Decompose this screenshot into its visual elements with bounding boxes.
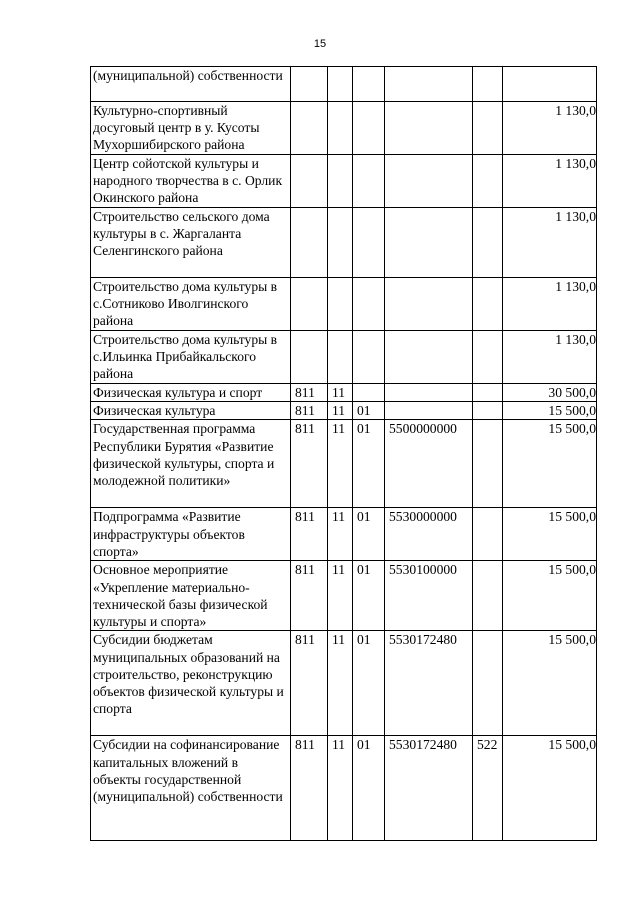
row-csr: 5530172480 [385, 736, 473, 841]
row-vr [473, 631, 503, 736]
row-csr [385, 402, 473, 420]
row-ved [291, 278, 328, 331]
row-sum: 15 500,0 [503, 736, 597, 841]
row-rz [328, 67, 353, 102]
row-vr [473, 208, 503, 278]
row-name: Подпрограмма «Развитие инфраструктуры объектов спорта» [91, 508, 291, 561]
row-vr [473, 384, 503, 402]
row-rz: 11 [328, 561, 353, 631]
row-csr [385, 102, 473, 155]
row-pr: 01 [353, 420, 385, 508]
row-vr [473, 508, 503, 561]
row-ved: 811 [291, 508, 328, 561]
row-pr [353, 67, 385, 102]
table-row [91, 420, 597, 508]
row-name: Основное мероприятие «Укрепление материально-технической базы физической культуры и спорта» [91, 561, 291, 631]
table-row [91, 102, 597, 155]
row-rz [328, 155, 353, 208]
row-name: Государственная программа Республики Бурятия «Развитие физической культуры, спорта и молодежной политики» [91, 420, 291, 508]
row-vr [473, 102, 503, 155]
row-name: Субсидии на софинансирование капитальных вложений в объекты государственной (муниципальной) собственности [91, 736, 291, 841]
row-sum: 1 130,0 [503, 331, 597, 384]
row-name: Субсидии бюджетам муниципальных образований на строительство, реконструкцию объектов физической культуры и спорта [91, 631, 291, 736]
row-pr [353, 331, 385, 384]
row-rz [328, 102, 353, 155]
row-rz: 11 [328, 402, 353, 420]
row-name: Физическая культура [91, 402, 291, 420]
row-pr [353, 278, 385, 331]
row-ved [291, 102, 328, 155]
row-vr [473, 67, 503, 102]
row-name: Строительство дома культуры в с.Ильинка Прибайкальского района [91, 331, 291, 384]
row-pr: 01 [353, 508, 385, 561]
row-vr [473, 561, 503, 631]
row-rz: 11 [328, 508, 353, 561]
row-ved [291, 331, 328, 384]
row-vr [473, 155, 503, 208]
table-row [91, 278, 597, 331]
row-pr: 01 [353, 402, 385, 420]
row-pr [353, 155, 385, 208]
row-ved: 811 [291, 736, 328, 841]
row-rz [328, 208, 353, 278]
row-ved: 811 [291, 402, 328, 420]
row-pr: 01 [353, 736, 385, 841]
row-sum: 15 500,0 [503, 508, 597, 561]
budget-table [90, 66, 597, 841]
row-sum: 1 130,0 [503, 102, 597, 155]
row-name: Центр сойотской культуры и народного творчества в с. Орлик Окинского района [91, 155, 291, 208]
row-sum: 1 130,0 [503, 278, 597, 331]
row-pr: 01 [353, 561, 385, 631]
row-vr [473, 402, 503, 420]
row-sum: 1 130,0 [503, 155, 597, 208]
row-rz: 11 [328, 631, 353, 736]
table-row [91, 402, 597, 420]
row-sum: 15 500,0 [503, 420, 597, 508]
row-rz: 11 [328, 736, 353, 841]
row-pr [353, 384, 385, 402]
row-rz [328, 278, 353, 331]
row-csr: 5530000000 [385, 508, 473, 561]
row-sum: 15 500,0 [503, 561, 597, 631]
row-ved: 811 [291, 631, 328, 736]
row-csr: 5500000000 [385, 420, 473, 508]
table-row [91, 631, 597, 736]
row-ved: 811 [291, 561, 328, 631]
row-rz: 11 [328, 384, 353, 402]
row-sum: 15 500,0 [503, 402, 597, 420]
row-ved: 811 [291, 420, 328, 508]
row-csr [385, 384, 473, 402]
row-csr [385, 155, 473, 208]
row-vr [473, 420, 503, 508]
row-pr [353, 102, 385, 155]
row-vr [473, 331, 503, 384]
row-sum: 30 500,0 [503, 384, 597, 402]
table-row [91, 208, 597, 278]
row-csr [385, 278, 473, 331]
row-pr: 01 [353, 631, 385, 736]
table-row [91, 67, 597, 102]
table-row [91, 155, 597, 208]
row-name: Физическая культура и спорт [91, 384, 291, 402]
row-csr [385, 67, 473, 102]
row-name: (муниципальной) собственности [91, 67, 291, 102]
table-row [91, 508, 597, 561]
row-ved [291, 155, 328, 208]
table-row [91, 561, 597, 631]
table-row [91, 736, 597, 841]
table-row [91, 331, 597, 384]
page-number: 15 [313, 38, 327, 50]
row-csr [385, 331, 473, 384]
table-row [91, 384, 597, 402]
row-sum: 15 500,0 [503, 631, 597, 736]
row-sum [503, 67, 597, 102]
row-csr [385, 208, 473, 278]
row-name: Строительство сельского дома культуры в с. Жаргаланта Селенгинского района [91, 208, 291, 278]
row-sum: 1 130,0 [503, 208, 597, 278]
row-name: Строительство дома культуры в с.Сотниково Иволгинского района [91, 278, 291, 331]
row-rz [328, 331, 353, 384]
row-ved: 811 [291, 384, 328, 402]
row-pr [353, 208, 385, 278]
row-ved [291, 208, 328, 278]
row-csr: 5530172480 [385, 631, 473, 736]
row-csr: 5530100000 [385, 561, 473, 631]
row-vr [473, 278, 503, 331]
row-vr: 522 [473, 736, 503, 841]
row-rz: 11 [328, 420, 353, 508]
row-name: Культурно-спортивный досуговый центр в у. Кусоты Мухоршибирского района [91, 102, 291, 155]
row-ved [291, 67, 328, 102]
